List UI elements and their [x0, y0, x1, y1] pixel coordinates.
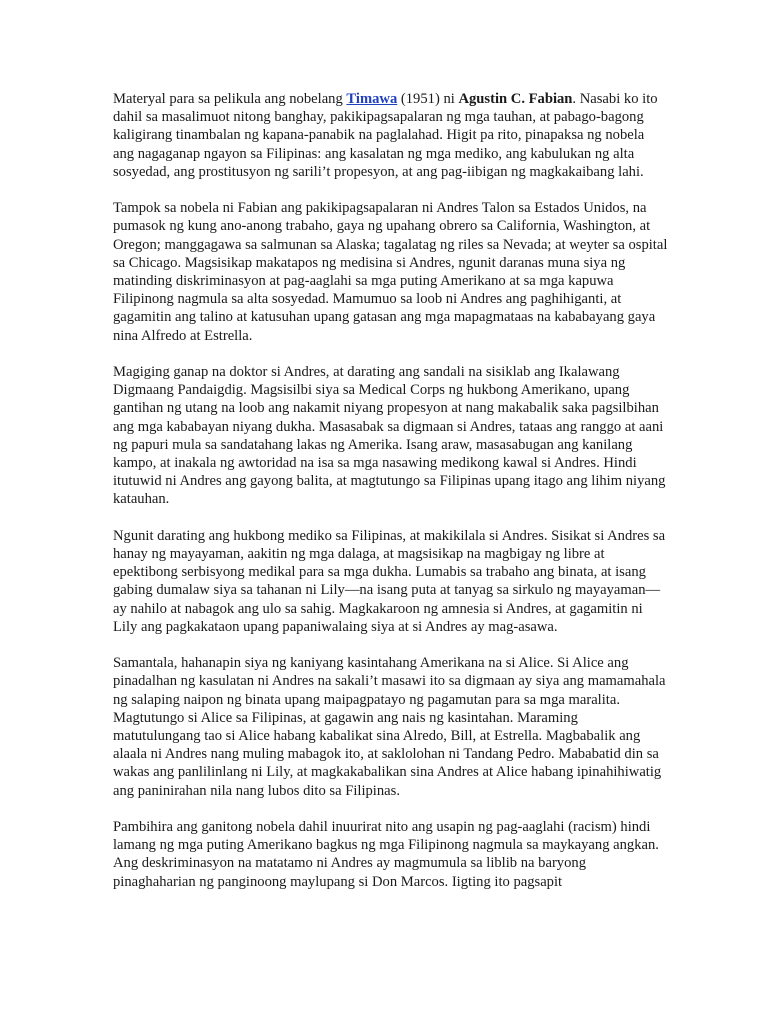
paragraph-1 — [113, 90, 668, 181]
paragraph-6: Pambihira ang ganitong nobela dahil inuurirat nito ang usapin ng pag-aaglahi (racism) hindi lamang ng mga puting Amerikano bagkus ng mga Filipinong nagmula sa maykayang angkan. Ang deskriminasyon na matatamo ni Andres ay magmumula sa liblib na baryong pinaghaharian ng panginoong maylupang si Don Marcos. Iigting ito pagsapit — [113, 819, 659, 890]
paragraph-3: Magiging ganap na doktor si Andres, at darating ang sandali na sisiklab ang Ikalawang Digmaang Pandaigdig. Magsisilbi siya sa Medical Corps ng hukbong Amerikano, upang gantihan ng utang na loob ang nakamit niyang propesyon at nang makabalik saka pagsilbihan ang mga kababayan niyang dukha. Masasabak sa digmaan si Andres, tataas ang ranggo at aani ng papuri mula sa sandatahang lakas ng Amerika. Isang araw, masasabugan ang kanilang kampo, at inakala ng awtoridad na isa sa mga nasawing medikong kawal si Andres. Hindi itutuwid ni Andres ang gayong balita, at magtutungo sa Filipinas upang itago ang lihim niyang katauhan. — [113, 364, 666, 508]
paragraph-1-lead: Materyal para sa pelikula ang nobelang — [113, 91, 347, 107]
paragraph-4: Ngunit darating ang hukbong mediko sa Filipinas, at makikilala si Andres. Sisikat si Andres sa hanay ng mayayaman, aakitin ng mga dalaga, at magsisikap na magbigay ng libre at epektibong serbisyong medikal para sa mga dukha. Lumabis sa trabaho ang binata, at isang gabing dumalaw siya sa tahanan ni Lily—na isang puta at tanyag sa sirkulo ng mayayaman—ay nahilo at nabagok ang ulo sa sahig. Magkakaroon ng amnesia si Andres, at gagamitin ni Lily ang pagkakataon upang papaniwalaing siya at si Andres ay mag-asawa. — [113, 527, 666, 635]
paragraph-1-rest: . Nasabi ko ito dahil sa masalimuot nitong banghay, pakikipagsapalaran ng mga tauhan, at pabago-bagong kaligirang tinambalan ng kapana-panabik na paglalahad. Higit pa rito, pinapaksa ng nobela ang nagaganap ngayon sa Filipinas: ang kasalatan ng mga mediko, ang kabulukan ng alta sosyedad, ang prostitusyon ng sarili’t propesyon, at ang pag-iibigan ng magkakaibang lahi. — [113, 91, 658, 180]
paragraph-2: Tampok sa nobela ni Fabian ang pakikipagsapalaran ni Andres Talon sa Estados Unidos, na pumasok ng kung ano-anong trabaho, gaya ng upahang obrero sa California, Washington, at Oregon; manggagawa sa salmunan sa Alaska; tagalatag ng riles sa Nevada; at weyter sa ospital sa Chicago. Magsisikap makatapos ng medisina si Andres, ngunit daranas muna siya ng matinding diskriminasyon at pag-aaglahi sa mga puting Amerikano at sa mga kapuwa Filipinong nagmula sa alta sosyedad. Mamumuo sa loob ni Andres ang paghihiganti, at gagamitin ang talino at katusuhan upang gatasan ang mga mapagmataas na kababayang gaya nina Alfredo at Estrella. — [113, 200, 668, 344]
author-name: Agustin C. Fabian — [458, 91, 573, 107]
paragraph-1-middle: (1951) ni — [397, 91, 459, 107]
paragraph-5: Samantala, hahanapin siya ng kaniyang kasintahang Amerikana na si Alice. Si Alice ang pinadalhan ng kasulatan ni Andres na sakali’t masawi ito sa digmaan ay siya ang mamamahala ng salaping naipon ng binata upang maipagpatayo ng pagamutan para sa mga maralita. Magtutungo si Alice sa Filipinas, at gagawin ang nais ng kasintahan. Maraming matutulungang tao si Alice habang kabalikat sina Alredo, Bill, at Estrella. Magbabalik ang alaala ni Andres nang muling mabagok ito, at saklolohan ni Tandang Pedro. Mababatid din sa wakas ang panlilinlang ni Lily, at magkakabalikan sina Andres at Alice habang ipinahihiwatig ang paninirahan nila nang lubos dito sa Filipinas. — [113, 655, 666, 799]
novel-title-link[interactable]: Timawa — [346, 91, 398, 107]
